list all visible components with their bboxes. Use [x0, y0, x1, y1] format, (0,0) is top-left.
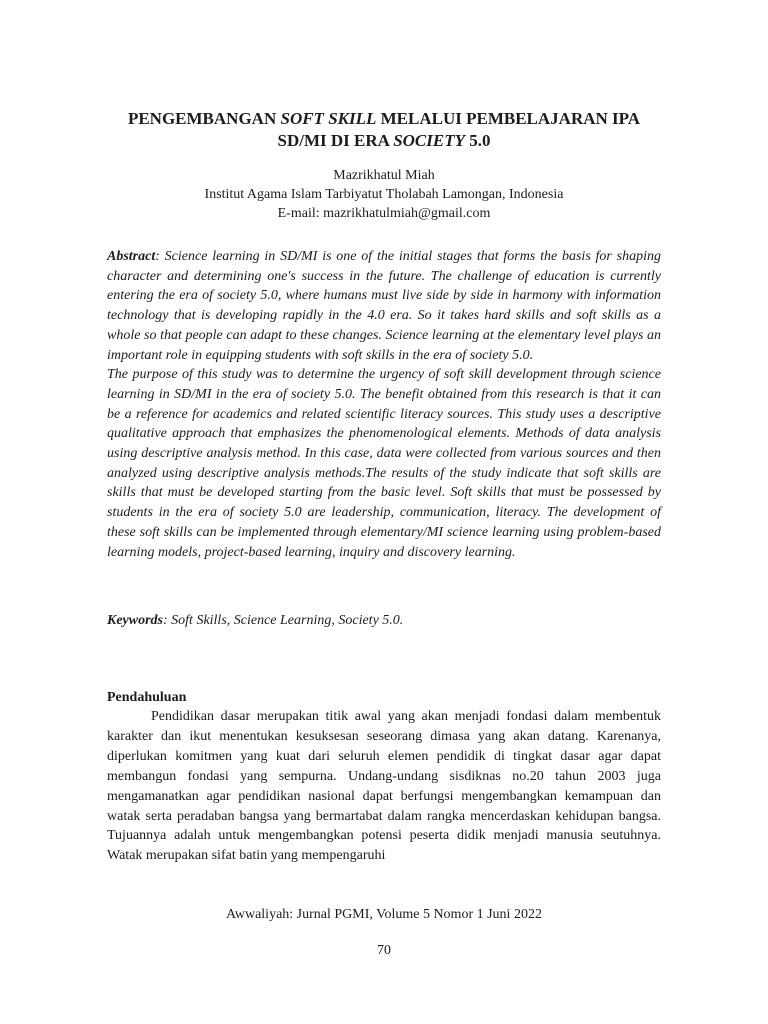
title-line-2: SD/MI DI ERA SOCIETY 5.0 — [277, 131, 491, 150]
author-institution: Institut Agama Islam Tarbiyatut Tholabah Lamongan, Indonesia — [204, 187, 564, 202]
journal-footer: Awwaliyah: Jurnal PGMI, Volume 5 Nomor 1 Juni 2022 — [226, 907, 542, 922]
page-number: 70 — [377, 943, 391, 958]
title-emphasis-soft-skill: SOFT SKILL — [280, 109, 377, 128]
author-block — [100, 166, 668, 223]
section-heading: Pendahuluan — [107, 690, 187, 705]
abstract-paragraph-1: Abstract: Science learning in SD/MI is one of the initial stages that forms the basis for shaping character and determining one's success in the future. The challenge of education is currently entering the era of society 5.0, where humans must live side by side in harmony with information technology that is developing rapidly in the 4.0 era. So it takes hard skills and soft skills as a whole so that people can adapt to these changes. Science learning at the elementary level plays an important role in equipping students with soft skills in the era of society 5.0. — [107, 249, 661, 363]
keywords-text: : Soft Skills, Science Learning, Society 5.0. — [163, 613, 404, 628]
title-line-1: PENGEMBANGAN SOFT SKILL MELALUI PEMBELAJARAN IPA — [127, 109, 641, 128]
abstract — [107, 247, 661, 562]
author-email: E-mail: mazrikhatulmiah@gmail.com — [277, 206, 491, 221]
abstract-label: Abstract — [107, 249, 156, 264]
paper-title — [100, 108, 668, 152]
abstract-paragraph-2: The purpose of this study was to determine the urgency of soft skill development through science learning in SD/MI in the era of society 5.0. The benefit obtained from this research is that it can be a reference for academics and related scientific literacy sources. This study uses a descriptive qualitative approach that emphasizes the phenomenological elements. Methods of data analysis using descriptive analysis method. In this case, data were collected from various sources and then analyzed using descriptive analysis methods.The results of the study indicate that soft skills are skills that must be developed starting from the basic level. Soft skills that must be possessed by students in the era of society 5.0 are leadership, communication, literacy. The development of these soft skills can be implemented through elementary/MI science learning using problem-based learning models, project-based learning, inquiry and discovery learning. — [107, 367, 661, 560]
author-name: Mazrikhatul Miah — [333, 168, 435, 183]
keywords-label: Keywords — [107, 613, 163, 628]
title-emphasis-society: SOCIETY — [393, 131, 465, 150]
keywords — [107, 611, 661, 631]
body-paragraph: Pendidikan dasar merupakan titik awal yang akan menjadi fondasi dalam membentuk karakter dan ikut menentukan kesuksesan seseorang dimasa yang akan datang. Karenanya, diperlukan komitmen yang kuat dari seluruh elemen pendidik di tingkat dasar agar dapat membangun fondasi yang sempurna. Undang-undang sisdiknas no.20 tahun 2003 juga mengamanatkan agar pendidikan nasional dapat berfungsi mengembangkan kemampuan dan watak serta peradaban bangsa yang bermartabat dalam rangka mencerdaskan kehidupan bangsa. Tujuannya adalah untuk mengembangkan potensi peserta didik menjadi manusia seutuhnya. Watak merupakan sifat batin yang mempengaruhi — [107, 709, 661, 864]
section-body — [107, 707, 661, 866]
